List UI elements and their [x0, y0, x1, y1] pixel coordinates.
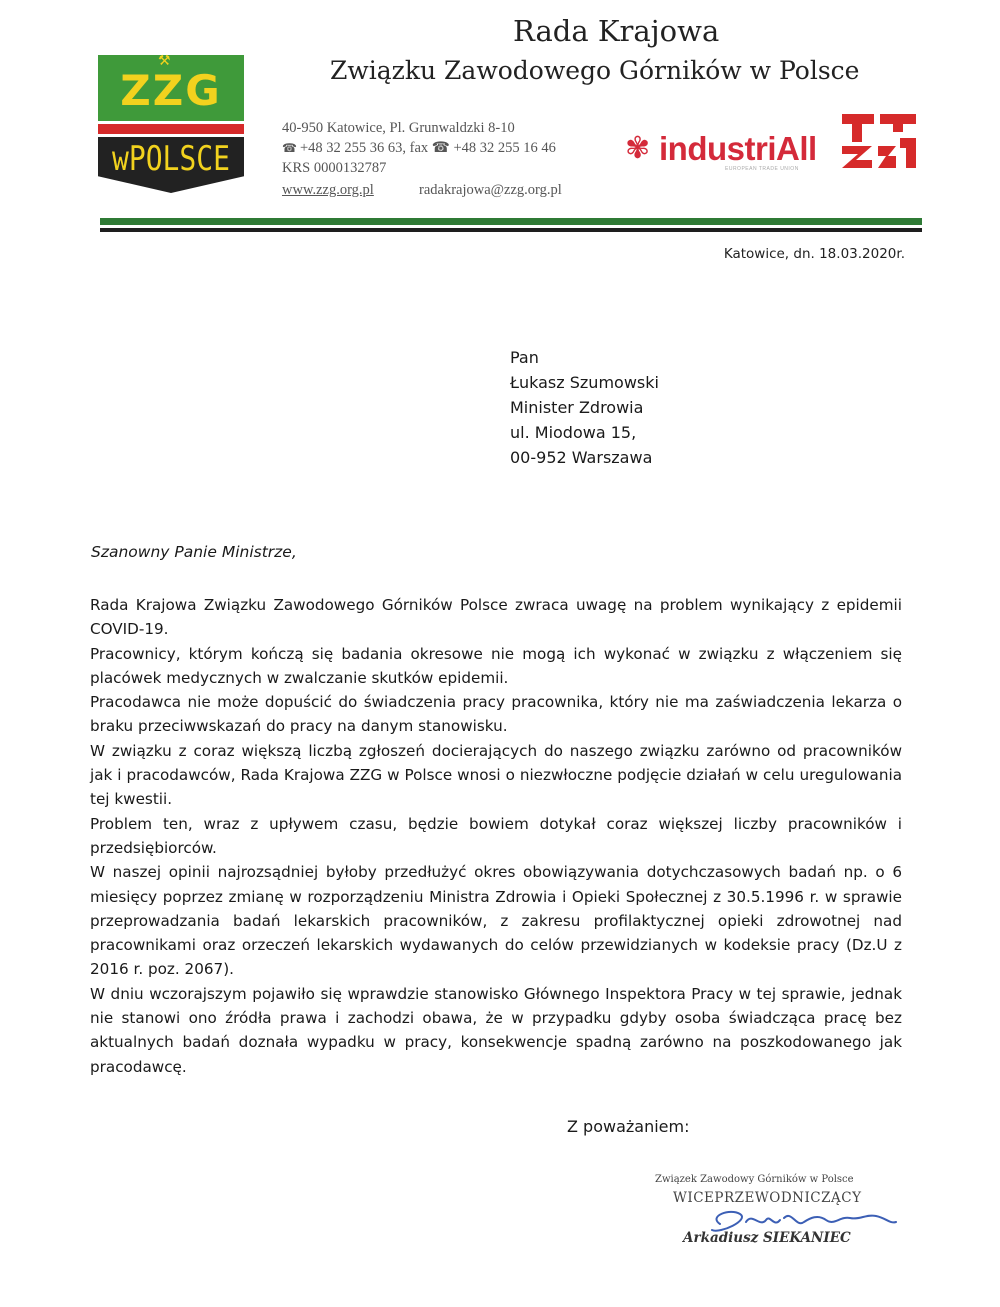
- body-paragraph: Rada Krajowa Związku Zawodowego Górników Polsce zwraca uwagę na problem wynikający z epidemii COVID-19.: [90, 596, 902, 639]
- body-paragraph: W naszej opinii najrozsądniej byłoby przedłużyć okres obowiązywania dotychczasowych badań np. o 6 miesięcy poprzez zmianę w rozporządzeniu Ministra Zdrowia i Opieki Społecznej z 30.5.1996 r. w sprawie przeprowadzania badań lekarskich pracowników, z zakresu profilaktycznej opieki zdrowotnej nad pracownikami oraz orzeczeń lekarskich wydawanych do celów przewidzianych w kodeksie pracy (Dz.U z 2016 r. poz. 2067).: [90, 863, 902, 979]
- phone-text: +48 32 255 36 63, fax ☎ +48 32 255 16 46: [299, 140, 556, 156]
- hammer-icon: ⚒: [158, 53, 171, 69]
- website-link[interactable]: www.zzg.org.pl: [282, 182, 374, 198]
- stamp-organization: Związek Zawodowy Górników w Polsce: [655, 1174, 854, 1185]
- zzg-logo-subtext: wPOLSCE: [111, 138, 230, 179]
- industriall-logo-subtext: EUROPEAN TRADE UNION: [725, 166, 799, 172]
- industriall-logo-text: industriAll: [659, 130, 817, 167]
- phone-icon: ☎: [282, 141, 300, 155]
- letter-date: Katowice, dn. 18.03.2020r.: [723, 246, 905, 262]
- body-paragraph: Problem ten, wraz z upływem czasu, będzie bowiem dotykał coraz większej liczby pracowników i przedsiębiorców.: [90, 814, 902, 857]
- recipient-line: 00-952 Warszawa: [510, 448, 653, 467]
- recipient-line: Łukasz Szumowski: [510, 373, 659, 392]
- industriall-flower-icon: ✾: [625, 131, 651, 166]
- zzg-logo: [98, 55, 244, 207]
- body-paragraph: W dniu wczorajszym pojawiło się wprawdzie stanowisko Głównego Inspektora Pracy w tej sprawie, jednak nie stanowi ono źródła prawa i zachodzi obawa, że w przypadku gdyby osoba świadcząca pracę bez aktualnych badań doznała wypadku w pracy, konsekwencje spadną zarówno na poszkodowanego jak pracodawcę.: [90, 984, 902, 1076]
- recipient-line: ul. Miodowa 15,: [510, 423, 637, 442]
- body-paragraph: Pracownicy, którym kończą się badania okresowe nie mogą ich wykonać w związku z włączeniem się placówek medycznych w zwalczanie skutków epidemii.: [90, 644, 902, 687]
- stamp-role: WICEPRZEWODNICZĄCY: [673, 1190, 862, 1206]
- address-krs: KRS 0000132787: [282, 160, 387, 176]
- stamp-name: Arkadiusz SIEKANIEC: [683, 1230, 851, 1246]
- red-union-logo-icon: [840, 112, 918, 170]
- header-title-line1: Rada Krajowa: [513, 14, 720, 48]
- header-separator-dark: [100, 228, 922, 232]
- industriall-logo: [625, 128, 825, 178]
- zzg-logo-text: ZZG: [120, 66, 222, 115]
- address-phone: [282, 138, 556, 158]
- salutation: Szanowny Panie Ministrze,: [91, 543, 297, 561]
- recipient-line: Minister Zdrowia: [510, 398, 644, 417]
- recipient-line: Pan: [510, 348, 539, 367]
- address-street: 40-950 Katowice, Pl. Grunwaldzki 8-10: [282, 120, 515, 136]
- body-paragraph: Pracodawca nie może dopuścić do świadczenia pracy pracownika, który nie ma zaświadczenia lekarza o braku przeciwwskazań do pracy na danym stanowisku.: [90, 693, 902, 736]
- email-link[interactable]: radakrajowa@zzg.org.pl: [419, 182, 562, 198]
- body-paragraph: W związku z coraz większą liczbą zgłoszeń docierających do naszego związku zarówno od pracowników jak i pracodawców, Rada Krajowa ZZG w Polsce wnosi o niezwłoczne podjęcie działań w celu uregulowania tej kwestii.: [90, 741, 902, 809]
- letter-body: [90, 593, 902, 1079]
- closing: Z poważaniem:: [567, 1117, 690, 1136]
- header-title-line2: Związku Zawodowego Górników w Polsce: [330, 56, 860, 85]
- header-separator-green: [100, 218, 922, 225]
